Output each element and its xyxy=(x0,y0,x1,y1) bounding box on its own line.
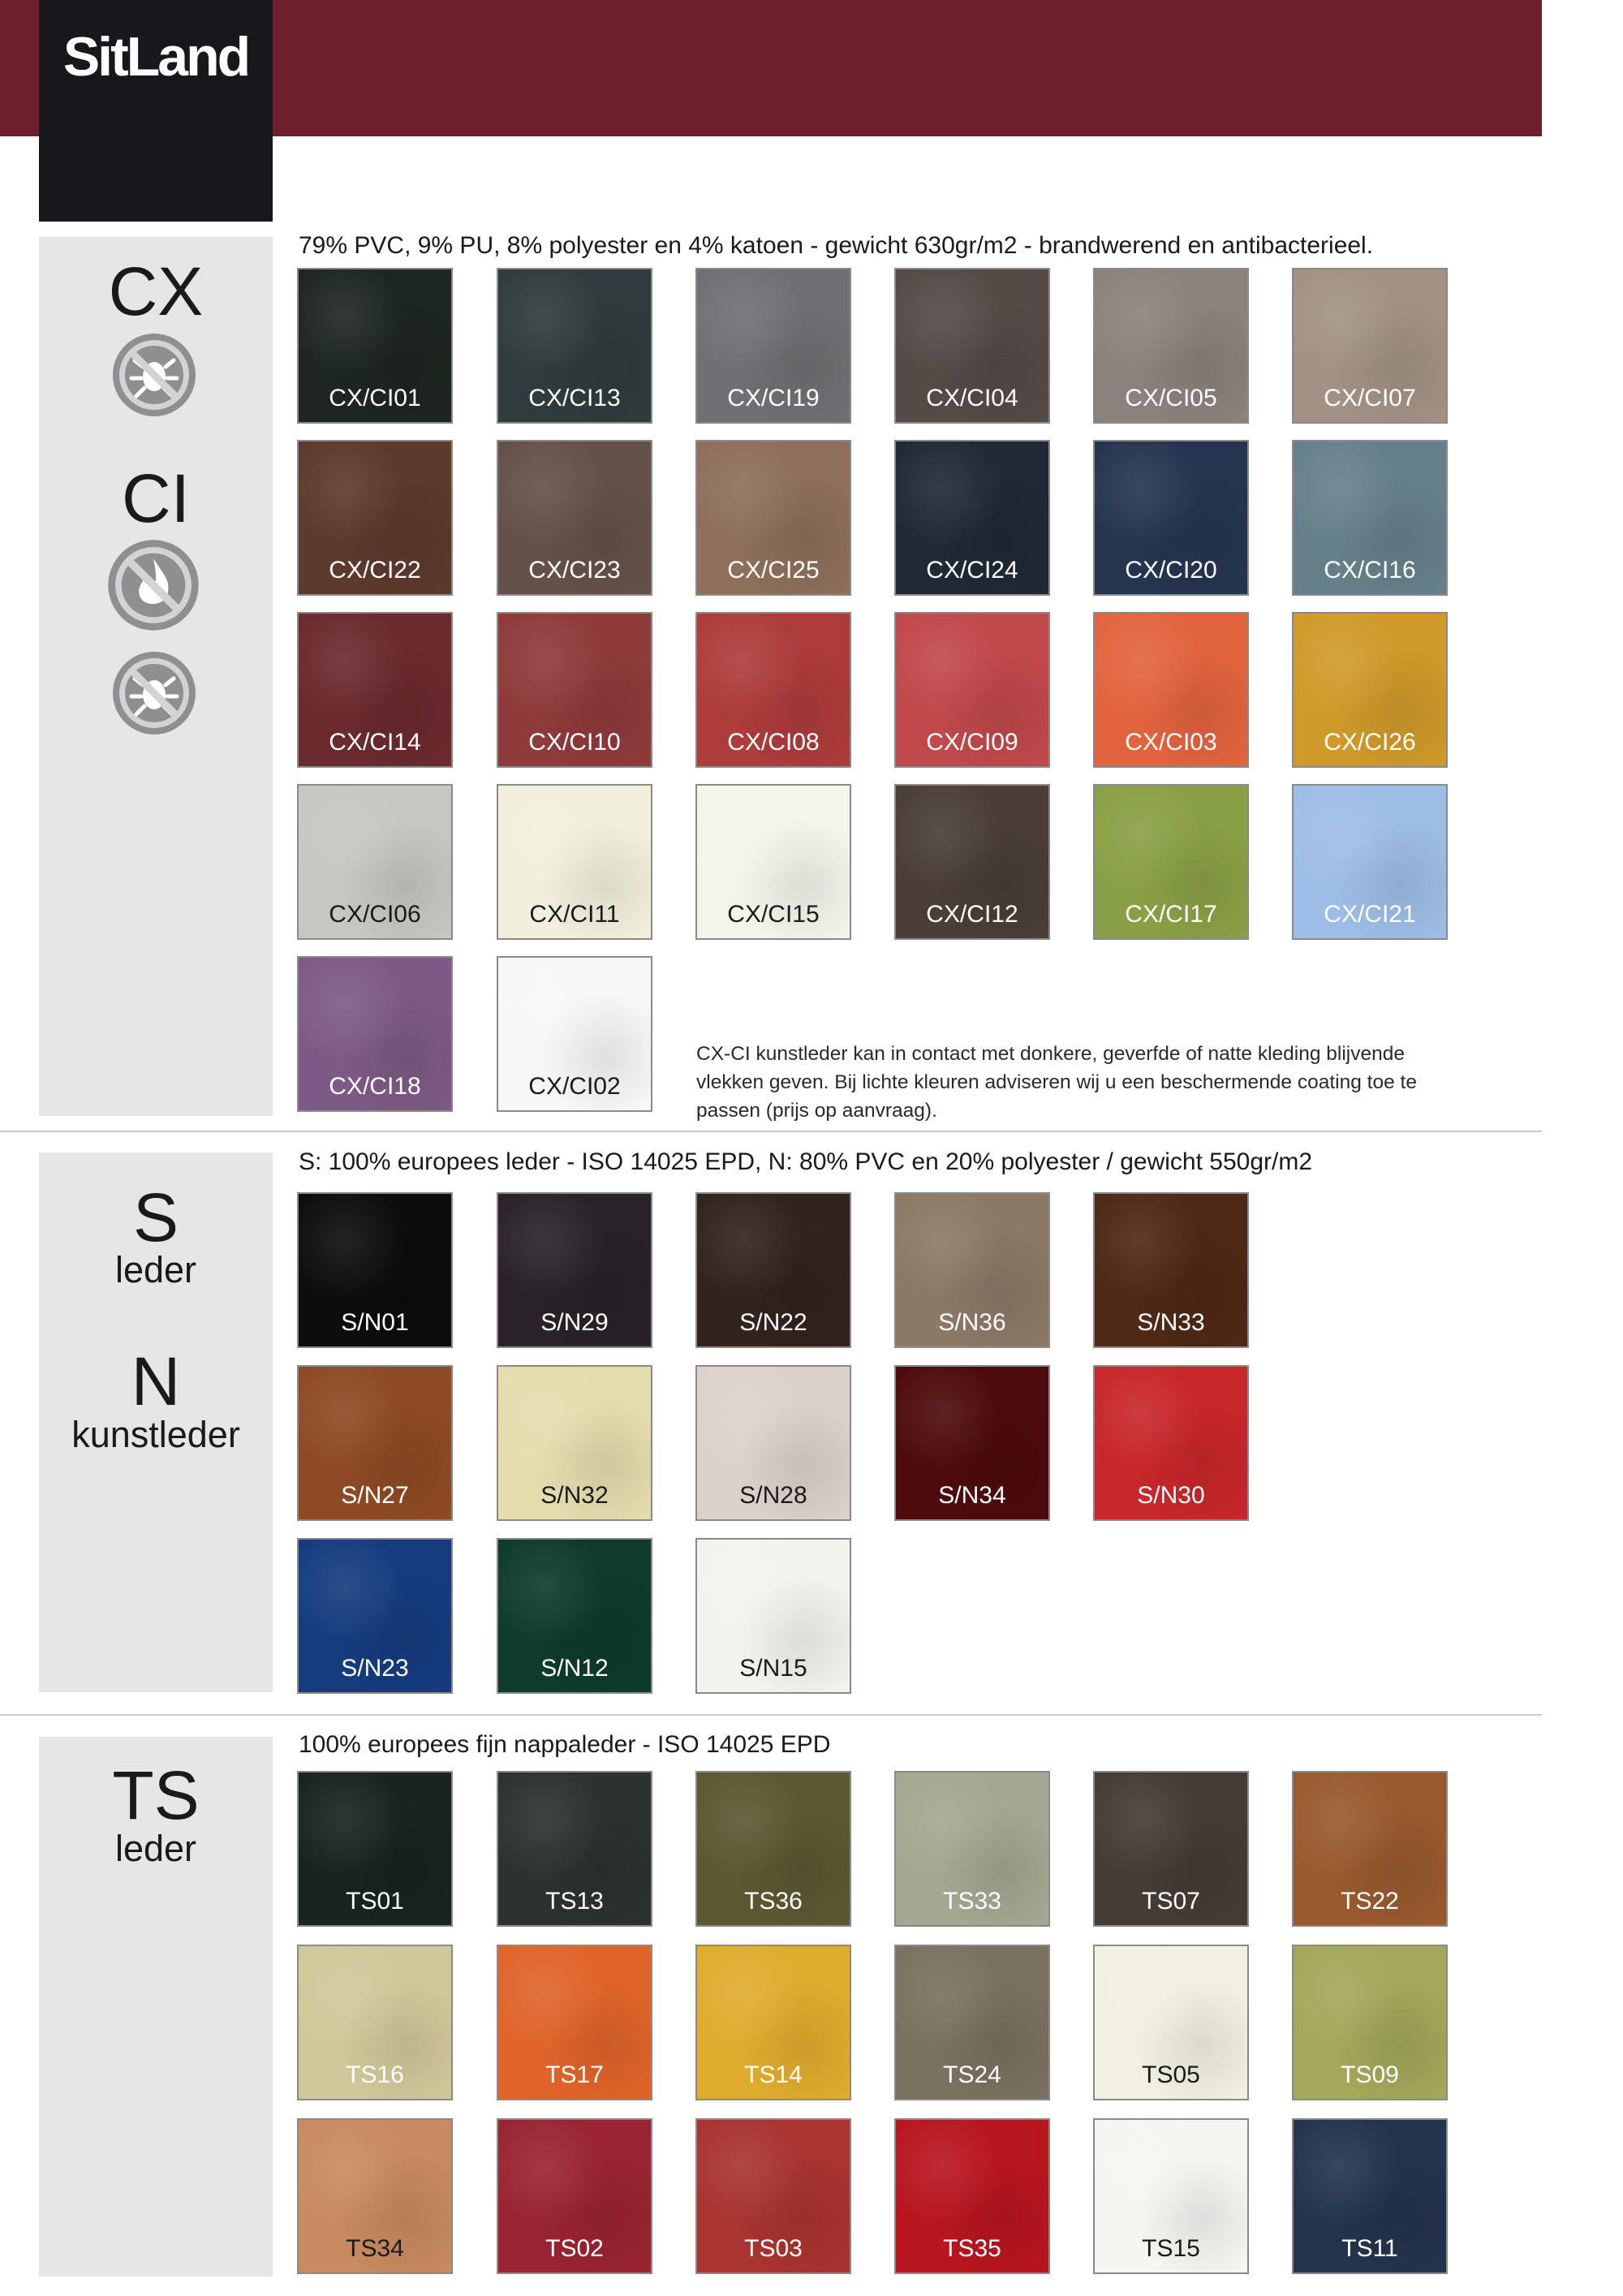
swatch-code: TS14 xyxy=(744,2061,803,2088)
section-subtitle-leder: leder xyxy=(114,1249,197,1290)
color-swatch xyxy=(297,1365,453,1521)
swatch-code: CX/CI01 xyxy=(329,385,421,411)
swatch-code: TS11 xyxy=(1341,2235,1398,2262)
swatch-code: S/N28 xyxy=(739,1482,807,1509)
section-divider xyxy=(0,1131,1542,1132)
swatch-code: CX/CI09 xyxy=(926,729,1018,756)
color-swatch xyxy=(497,1192,652,1348)
swatch-code: TS35 xyxy=(943,2235,1001,2262)
color-swatch xyxy=(1093,268,1249,424)
swatch-code: TS36 xyxy=(744,1888,803,1915)
swatch-code: TS16 xyxy=(346,2061,404,2088)
no-fire-icon xyxy=(105,537,201,633)
swatch-code: S/N34 xyxy=(938,1482,1006,1509)
color-swatch xyxy=(497,1538,652,1694)
color-swatch xyxy=(1292,1945,1448,2100)
section-subtitle-leder: leder xyxy=(114,1828,197,1869)
color-swatch xyxy=(1292,1771,1448,1927)
color-swatch xyxy=(1292,2118,1448,2274)
color-swatch xyxy=(695,1945,851,2100)
color-swatch xyxy=(695,1538,851,1694)
no-bacteria-icon xyxy=(110,649,198,737)
section-title-n: N xyxy=(131,1343,181,1419)
color-swatch xyxy=(297,268,453,424)
swatch-code: S/N33 xyxy=(1137,1309,1205,1336)
swatch-code: CX/CI03 xyxy=(1125,729,1217,756)
color-swatch xyxy=(695,1365,851,1521)
swatch-code: TS22 xyxy=(1341,1888,1399,1915)
color-swatch xyxy=(297,1538,453,1694)
color-swatch xyxy=(894,1945,1050,2100)
swatch-code: CX/CI25 xyxy=(727,557,820,584)
swatch-code: TS33 xyxy=(943,1888,1001,1915)
color-swatch xyxy=(297,2118,453,2274)
section-description-ts: 100% europees fijn nappaleder - ISO 14025 EPD xyxy=(299,1731,831,1758)
color-swatch xyxy=(894,440,1050,596)
swatch-code: S/N29 xyxy=(540,1309,609,1336)
swatch-code: S/N32 xyxy=(540,1482,609,1509)
color-swatch xyxy=(1292,440,1448,596)
swatch-code: CX/CI23 xyxy=(528,557,621,584)
section-title-s: S xyxy=(132,1179,179,1256)
swatch-code: S/N12 xyxy=(540,1655,609,1682)
swatch-code: S/N15 xyxy=(739,1655,807,1682)
color-swatch xyxy=(894,1771,1050,1927)
color-swatch xyxy=(695,612,851,768)
swatch-code: CX/CI26 xyxy=(1324,729,1416,756)
swatch-code: S/N27 xyxy=(341,1482,409,1509)
section-divider xyxy=(0,1714,1542,1716)
swatch-code: CX/CI19 xyxy=(727,385,820,411)
swatch-code: CX/CI13 xyxy=(528,385,621,411)
swatch-code: CX/CI22 xyxy=(329,557,421,584)
swatch-code: CX/CI06 xyxy=(329,901,421,928)
section-description-cx: 79% PVC, 9% PU, 8% polyester en 4% katoen - gewicht 630gr/m2 - brandwerend en antibacterieel. xyxy=(299,232,1374,259)
color-swatch xyxy=(497,784,652,940)
color-swatch xyxy=(297,1192,453,1348)
swatch-code: CX/CI10 xyxy=(528,729,621,756)
swatch-code: CX/CI16 xyxy=(1324,557,1416,584)
color-swatch xyxy=(695,1771,851,1927)
color-swatch xyxy=(297,1945,453,2100)
color-swatch xyxy=(1292,784,1448,940)
color-swatch xyxy=(1093,784,1249,940)
swatch-code: CX/CI11 xyxy=(529,901,620,928)
swatch-code: CX/CI20 xyxy=(1125,557,1217,584)
swatch-code: CX/CI14 xyxy=(329,729,421,756)
color-swatch xyxy=(1093,1945,1249,2100)
swatch-code: S/N22 xyxy=(739,1309,807,1336)
color-swatch xyxy=(497,1365,652,1521)
swatch-code: S/N23 xyxy=(341,1655,409,1682)
no-bacteria-icon xyxy=(110,331,198,419)
color-swatch xyxy=(695,440,851,596)
swatch-code: CX/CI15 xyxy=(727,901,820,928)
logo xyxy=(39,0,273,222)
color-swatch xyxy=(497,612,652,768)
color-swatch xyxy=(297,784,453,940)
color-swatch xyxy=(297,956,453,1112)
color-swatch xyxy=(1093,1771,1249,1927)
swatch-code: CX/CI05 xyxy=(1125,385,1217,411)
swatch-code: CX/CI18 xyxy=(329,1073,421,1100)
swatch-code: TS09 xyxy=(1341,2061,1399,2088)
swatch-code: S/N36 xyxy=(938,1309,1006,1336)
section-description-sn: S: 100% europees leder - ISO 14025 EPD, N: 80% PVC en 20% polyester / gewicht 550gr/m2 xyxy=(299,1148,1313,1175)
color-swatch xyxy=(1292,268,1448,424)
swatch-code: TS13 xyxy=(545,1888,604,1915)
color-swatch xyxy=(497,440,652,596)
section-title-ci: CI xyxy=(122,460,190,536)
color-swatch xyxy=(894,1365,1050,1521)
color-swatch xyxy=(894,784,1050,940)
swatch-code: S/N01 xyxy=(341,1309,409,1336)
swatch-code: CX/CI21 xyxy=(1324,901,1416,928)
color-swatch xyxy=(1093,2118,1249,2274)
color-swatch xyxy=(497,1771,652,1927)
swatch-code: CX/CI17 xyxy=(1125,901,1217,928)
section-subtitle-kunstleder: kunstleder xyxy=(71,1414,240,1455)
color-swatch xyxy=(1093,1192,1249,1348)
swatch-code: CX/CI12 xyxy=(926,901,1018,928)
color-swatch xyxy=(695,1192,851,1348)
swatch-code: TS17 xyxy=(545,2061,604,2088)
color-swatch xyxy=(894,268,1050,424)
swatch-code: TS24 xyxy=(943,2061,1001,2088)
logo-text: SitLand xyxy=(62,25,249,88)
care-note: CX-CI kunstleder kan in contact met donkere, geverfde of natte kleding blijvende vlekken geven. Bij lichte kleuren adviseren wij u een beschermende coating toe te passen (prijs op aanvraag). xyxy=(696,1043,1417,1122)
color-swatch xyxy=(497,1945,652,2100)
color-swatch xyxy=(695,784,851,940)
swatch-code: TS15 xyxy=(1142,2235,1200,2262)
sidebar-ts xyxy=(39,1737,273,2277)
color-swatch xyxy=(894,1192,1050,1348)
color-swatch xyxy=(297,440,453,596)
color-swatch xyxy=(894,612,1050,768)
color-swatch xyxy=(695,2118,851,2274)
swatch-code: TS01 xyxy=(346,1888,404,1915)
color-swatch xyxy=(497,956,652,1112)
swatch-code: CX/CI02 xyxy=(528,1073,621,1100)
sidebar-s-n xyxy=(39,1152,273,1692)
swatch-code: TS02 xyxy=(545,2235,604,2262)
color-swatch xyxy=(1093,440,1249,596)
swatch-code: CX/CI24 xyxy=(926,557,1018,584)
swatch-code: TS05 xyxy=(1142,2061,1200,2088)
swatch-code: TS07 xyxy=(1142,1888,1200,1915)
color-swatch xyxy=(297,612,453,768)
color-swatch xyxy=(894,2118,1050,2274)
color-swatch xyxy=(695,268,851,424)
color-swatch xyxy=(1093,1365,1249,1521)
swatch-code: TS34 xyxy=(346,2235,404,2262)
swatch-code: CX/CI08 xyxy=(727,729,820,756)
swatch-code: S/N30 xyxy=(1137,1482,1205,1509)
swatch-code: CX/CI07 xyxy=(1324,385,1416,411)
color-swatch xyxy=(497,2118,652,2274)
color-swatch xyxy=(1292,612,1448,768)
color-swatch xyxy=(297,1771,453,1927)
section-title-cx: CX xyxy=(108,253,204,330)
swatch-code: TS03 xyxy=(744,2235,803,2262)
section-title-ts: TS xyxy=(112,1757,200,1833)
swatch-code: CX/CI04 xyxy=(926,385,1018,411)
color-swatch xyxy=(497,268,652,424)
color-swatch xyxy=(1093,612,1249,768)
